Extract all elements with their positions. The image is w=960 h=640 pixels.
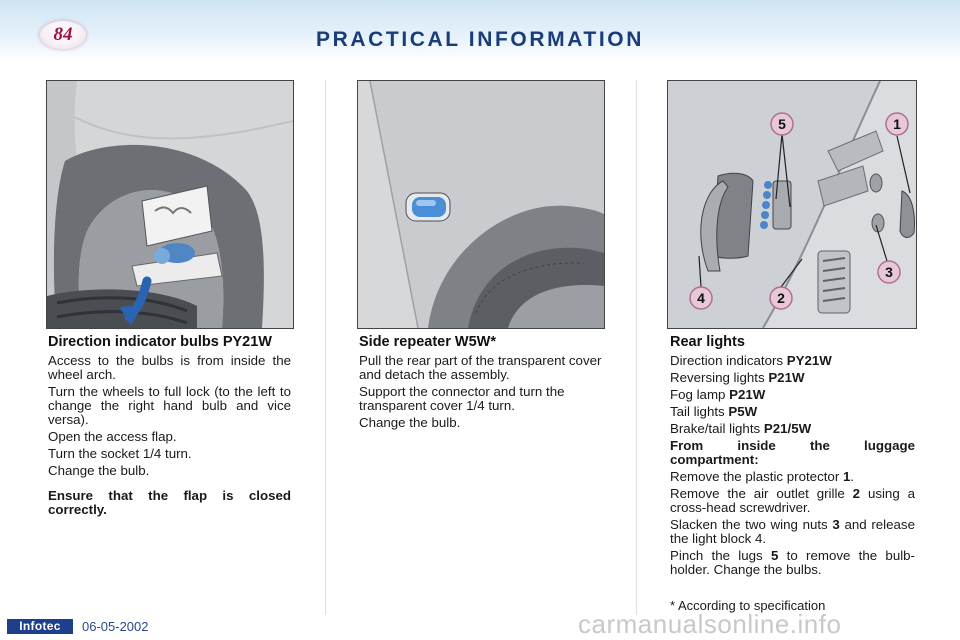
column-divider-1 — [325, 80, 326, 615]
side-repeater-illustration — [358, 81, 604, 328]
direction-indicator-paragraph: Turn the socket 1/4 turn. — [48, 446, 192, 461]
step-line: Pinch the lugs 5 to remove the bulb-holder. Change the bulbs. — [670, 548, 915, 577]
direction-indicator-paragraph: Access to the bulbs is from inside the wheel arch. — [48, 353, 291, 382]
svg-text:3: 3 — [885, 264, 893, 280]
wheel-arch-illustration — [47, 81, 293, 328]
column-divider-2 — [636, 80, 637, 615]
step-line: Remove the plastic protector 1. — [670, 469, 855, 484]
side-repeater-paragraph: Support the connector and turn the transparent cover 1/4 turn. — [359, 384, 565, 413]
bulb-line: Brake/tail lights P21/5W — [670, 421, 812, 436]
callout-1 — [886, 113, 908, 135]
side-repeater-heading: Side repeater W5W* — [359, 334, 496, 350]
column-rear-lights — [670, 335, 915, 580]
svg-text:4: 4 — [697, 290, 705, 306]
figure-rear-lights — [667, 80, 917, 329]
figure-side-repeater — [357, 80, 605, 329]
column-direction-indicator — [48, 335, 291, 520]
side-repeater-paragraph: Change the bulb. — [359, 415, 461, 430]
page-number: 84 — [40, 21, 86, 49]
direction-indicator-paragraph: Turn the wheels to full lock (to the left to change the right hand bulb and vice versa). — [48, 384, 291, 427]
callout-2 — [770, 287, 792, 309]
svg-text:1: 1 — [893, 116, 901, 132]
footnote: * According to specification — [670, 598, 826, 613]
direction-indicator-heading: Direction indicator bulbs PY21W — [48, 334, 272, 350]
bulb-line: Tail lights P5W — [670, 404, 758, 419]
callout-4 — [690, 287, 712, 309]
direction-indicator-paragraph: Open the access flap. — [48, 429, 177, 444]
flap-warning: Ensure that the flap is closed correctly. — [48, 488, 291, 517]
direction-indicator-paragraph: Change the bulb. — [48, 463, 150, 478]
page-title: PRACTICAL INFORMATION — [316, 28, 644, 51]
side-repeater-paragraph: Pull the rear part of the transparent cover and detach the assembly. — [359, 353, 602, 382]
infotec-logo: Infotec — [7, 619, 73, 634]
column-side-repeater — [359, 335, 604, 433]
callout-5 — [771, 113, 793, 135]
bulb-line: Direction indicators PY21W — [670, 353, 832, 368]
bulb-line: Fog lamp P21W — [670, 387, 766, 402]
step-line: Remove the air outlet grille 2 using a cross-head screwdriver. — [670, 486, 915, 515]
watermark: carmanualsonline.info — [578, 609, 842, 639]
callout-3 — [878, 261, 900, 283]
svg-text:2: 2 — [777, 290, 785, 306]
figure-wheel-arch — [46, 80, 294, 329]
luggage-subheading: From inside the luggage compartment: — [670, 438, 915, 467]
footer-date: 06-05-2002 — [82, 619, 149, 634]
rear-lights-heading: Rear lights — [670, 334, 745, 350]
step-line: Slacken the two wing nuts 3 and release the light block 4. — [670, 517, 915, 546]
svg-text:5: 5 — [778, 116, 786, 132]
bulb-line: Reversing lights P21W — [670, 370, 805, 385]
rear-lights-illustration — [668, 81, 916, 328]
